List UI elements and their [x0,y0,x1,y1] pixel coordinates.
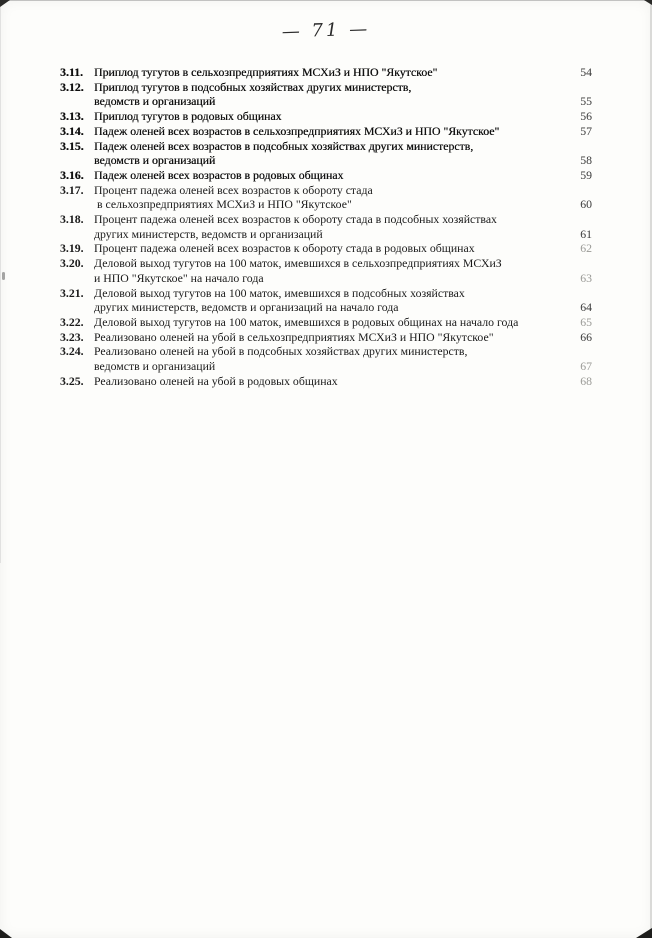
toc-entry-title: Падеж оленей всех возрастов в подсобных хозяйствах других министерств, ведомств и организаций [94,138,474,168]
toc-entry [60,183,592,212]
toc-entry-title: Процент падежа оленей всех возрастов к обороту стада в родовых общинах [94,241,475,256]
toc-entry-number: 3.25. [60,373,84,388]
toc-entry-title: Приплод тугутов в родовых общинах [94,109,282,124]
toc-entry [60,286,592,315]
toc-entry-title: Реализовано оленей на убой в родовых общинах [94,373,338,388]
toc-entry [60,344,592,373]
toc-entry-page: 61 [580,226,592,241]
toc-entry-page: 62 [580,241,592,256]
toc-entry-page: 65 [580,314,592,329]
toc-entry-page: 60 [580,197,592,212]
toc-entry-page: 64 [580,300,592,315]
toc-entry-title: Приплод тугутов в подсобных хозяйствах других министерств, ведомств и организаций [94,79,412,109]
toc-entry-number: 3.11. [60,65,83,79]
toc-entry [60,374,592,389]
scan-edge-top [0,0,652,1]
toc-entry-title: Деловой выход тугутов на 100 маток, имевшихся в сельхозпредприятиях МСХиЗ и НПО "Якутское" на начало года [94,256,502,285]
toc-entry-title: Приплод тугутов в сельхозпредприятиях МСХиЗ и НПО "Якутское" [94,65,438,79]
toc-entry [60,124,592,139]
toc-entry-page: 68 [580,373,592,388]
toc-entry-title: Реализовано оленей на убой в подсобных хозяйствах других министерств, ведомств и организаций [94,344,468,374]
toc-entry [60,65,592,80]
scan-corner-top-left [0,0,10,7]
toc-entry-page: 57 [580,123,592,138]
toc-entry-title: Деловой выход тугутов на 100 маток, имевшихся в родовых общинах на начало года [94,314,519,329]
toc-entry [60,212,592,241]
toc-entry-title: Процент падежа оленей всех возрастов к обороту стада в подсобных хозяйствах других министерств, ведомств и организаций [94,212,497,241]
toc-entry-number: 3.14. [60,123,84,138]
toc-entry-number: 3.18. [60,212,84,227]
scan-speck [2,272,5,280]
toc-entry-page: 56 [580,109,592,124]
toc-entry-page: 66 [580,329,592,344]
toc-entry [60,241,592,256]
toc-entry-page: 67 [580,359,592,374]
toc-entry-title: Деловой выход тугутов на 100 маток, имевшихся в подсобных хозяйствах других министерств, ведомств и организаций на начало года [94,285,465,315]
toc-entry [60,315,592,330]
scan-edge-left [0,0,1,563]
toc-entry-title: Падеж оленей всех возрастов в сельхозпредприятиях МСХиЗ и НПО "Якутское" [94,123,500,138]
toc-list [60,65,592,388]
toc-entry-title: Процент падежа оленей всех возрастов к обороту стада в сельхозпредприятиях МСХиЗ и НПО "Якутское" [94,182,373,212]
page-number-header: — 71 — [281,18,371,43]
toc-entry-number: 3.22. [60,314,84,329]
toc-entry [60,168,592,183]
toc-entry-page: 58 [580,153,592,168]
toc-entry-page: 54 [580,65,592,79]
scan-corner-bottom-left [0,929,12,938]
toc-entry-number: 3.12. [60,79,84,94]
toc-entry-page: 55 [580,94,592,109]
toc-entry-number: 3.21. [60,285,84,300]
scan-corner-bottom-right [636,928,652,938]
toc-entry [60,80,592,109]
toc-entry [60,109,592,124]
toc-entry-number: 3.13. [60,109,84,124]
toc-entry-title: Реализовано оленей на убой в сельхозпредприятиях МСХиЗ и НПО "Якутское" [94,329,494,344]
toc-entry-number: 3.23. [60,329,84,344]
toc-entry-page: 63 [580,270,592,285]
toc-entry-number: 3.17. [60,182,84,197]
toc-entry-title: Падеж оленей всех возрастов в родовых общинах [94,167,344,182]
toc-entry-number: 3.24. [60,344,84,359]
toc-entry [60,256,592,285]
toc-entry-page: 59 [580,167,592,182]
toc-entry [60,330,592,345]
toc-entry-number: 3.20. [60,256,84,271]
scan-corner-top-right [644,0,652,5]
toc-entry-number: 3.19. [60,241,84,256]
toc-entry-number: 3.15. [60,138,84,153]
toc-entry-number: 3.16. [60,167,84,182]
toc-entry [60,139,592,168]
